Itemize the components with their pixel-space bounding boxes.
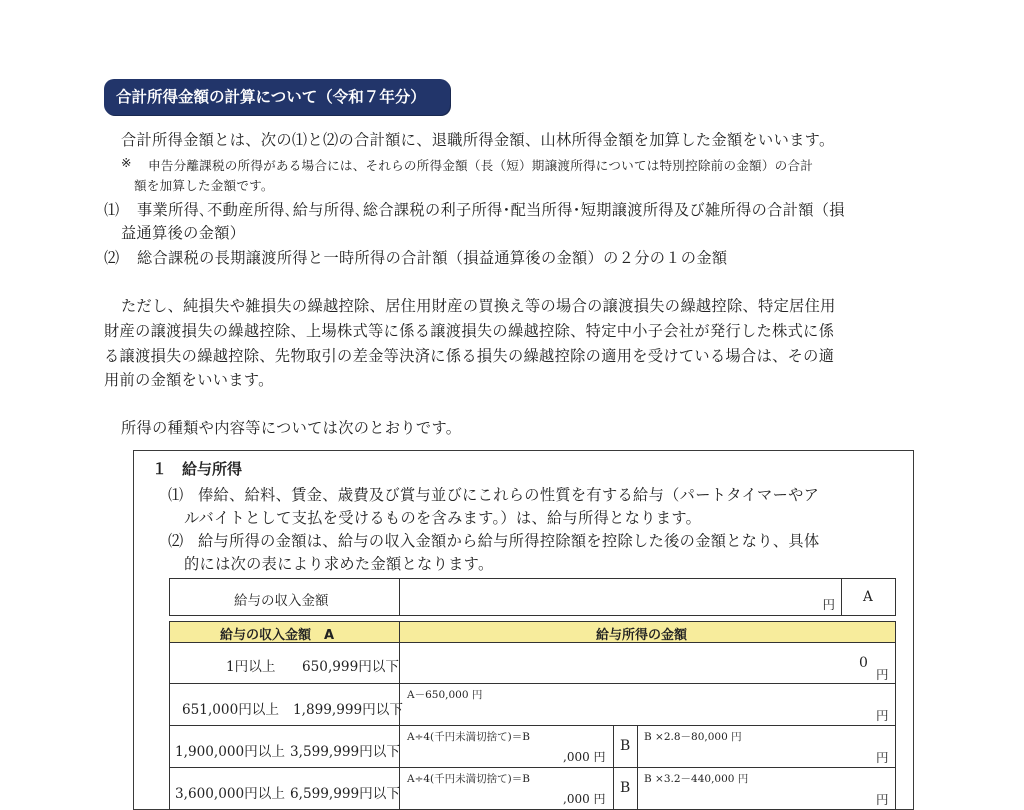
table-row-3-range [169,767,400,810]
header-income: 給与の収入金額 A [220,628,335,643]
s1-p2-number: ⑵ [168,532,184,550]
item2-number: ⑵ [104,249,120,267]
table-row-1-range [169,683,403,726]
row2-from: 1,900,000円以上 [175,744,285,760]
row0-to: 650,999円以下 [302,659,399,675]
row3-to: 6,599,999円以下 [290,786,400,802]
table-row-2-b-cell[interactable] [399,725,614,768]
input-label: 給与の収入金額 [234,593,329,609]
header-result-cell [399,621,896,643]
header-income-cell [169,621,400,643]
row2-formula: B ×2.8－80,000 円 [644,731,742,743]
lead-text: 所得の種類や内容等については次のとおりです。 [121,419,462,437]
item1-line-2: 益通算後の金額） [121,224,246,242]
row3-from: 3,600,000円以上 [175,786,285,802]
row0-value: 0 [859,655,868,671]
section-title-badge: 合計所得金額の計算について（令和７年分） [104,79,450,115]
row3-formula: B ×3.2－440,000 円 [644,773,749,785]
row0-from: 1円以上 [226,659,276,675]
row1-formula: A－650,000 円 [407,689,483,701]
row3-b-label: B [620,780,631,796]
input-yen-unit: 円 [822,597,835,612]
note-line-2: 額を加算した金額です。 [134,178,274,193]
note-line-1: 申告分離課税の所得がある場合には、それらの所得金額（長（短）期譲渡所得については特別控除前の金額）の合計 [148,158,814,173]
table-row-0-result [399,642,896,684]
input-amount-cell[interactable] [399,578,842,616]
row3-yen: 円 [876,792,889,807]
item1-line-1: 事業所得､不動産所得､給与所得､総合課税の利子所得･配当所得･短期譲渡所得及び雑所得の合計額（損 [137,201,845,219]
proviso-line-3: る譲渡損失の繰越控除、先物取引の差金等決済に係る損失の繰越控除の適用を受けている場合は、その適 [104,347,835,365]
table-row-1-result[interactable] [399,683,896,726]
table-row-2-b-label-cell [613,725,638,768]
s1-p2-line-1: 給与所得の金額は、給与の収入金額から給与所得控除額を控除した後の金額となり、具体 [198,532,820,550]
input-label-cell [169,578,400,616]
row2-formula-b: A÷4(千円未満切捨て)＝B [407,731,530,743]
proviso-line-1: ただし、純損失や雑損失の繰越控除、居住用財産の買換え等の場合の譲渡損失の繰越控除、特定居住用 [121,297,836,315]
proviso-line-4: 用前の金額をいいます。 [104,371,274,389]
s1-p1-line-2: ルバイトとして支払を受けるものを含みます。）は、給与所得となります。 [184,509,702,527]
row1-to: 1,899,999円以下 [293,702,403,718]
table-row-3-b-cell[interactable] [399,767,614,810]
table-row-3-b-label-cell [613,767,638,810]
proviso-line-2: 財産の譲渡損失の繰越控除、上場株式等に係る譲渡損失の繰越控除、特定中小子会社が発行した株式に係 [104,322,835,340]
table-row-3-result[interactable] [637,767,896,810]
row2-yen: 円 [876,750,889,765]
row2-b-value: ,000 円 [563,750,606,764]
row3-formula-b: A÷4(千円未満切捨て)＝B [407,773,530,785]
table-row-2-result[interactable] [637,725,896,768]
s1-p2-line-2: 的には次の表により求めた金額となります。 [184,555,494,573]
row0-yen: 円 [876,667,889,682]
intro-line: 合計所得金額とは、次の⑴と⑵の合計額に、退職所得金額、山林所得金額を加算した金額をいいます。 [121,131,835,149]
s1-p1-number: ⑴ [168,486,184,504]
header-result: 給与所得の金額 [596,628,688,643]
row3-b-value: ,000 円 [563,792,606,806]
item1-number: ⑴ [104,201,120,219]
s1-p1-line-1: 俸給、給料、賃金、歳費及び賞与並びにこれらの性質を有する給与（パートタイマーやア [198,486,820,504]
item2-line-1: 総合課税の長期譲渡所得と一時所得の合計額（損益通算後の金額）の２分の１の金額 [137,249,728,267]
input-code-cell [841,578,896,616]
input-code: A [863,589,873,605]
row1-from: 651,000円以上 [182,702,279,718]
table-row-0-range [169,642,400,684]
section1-title: １ 給与所得 [152,460,243,478]
row2-b-label: B [620,738,631,754]
table-row-2-range [169,725,400,768]
note-mark: ※ [121,155,132,170]
row2-to: 3,599,999円以下 [290,744,400,760]
row1-yen: 円 [876,708,889,723]
